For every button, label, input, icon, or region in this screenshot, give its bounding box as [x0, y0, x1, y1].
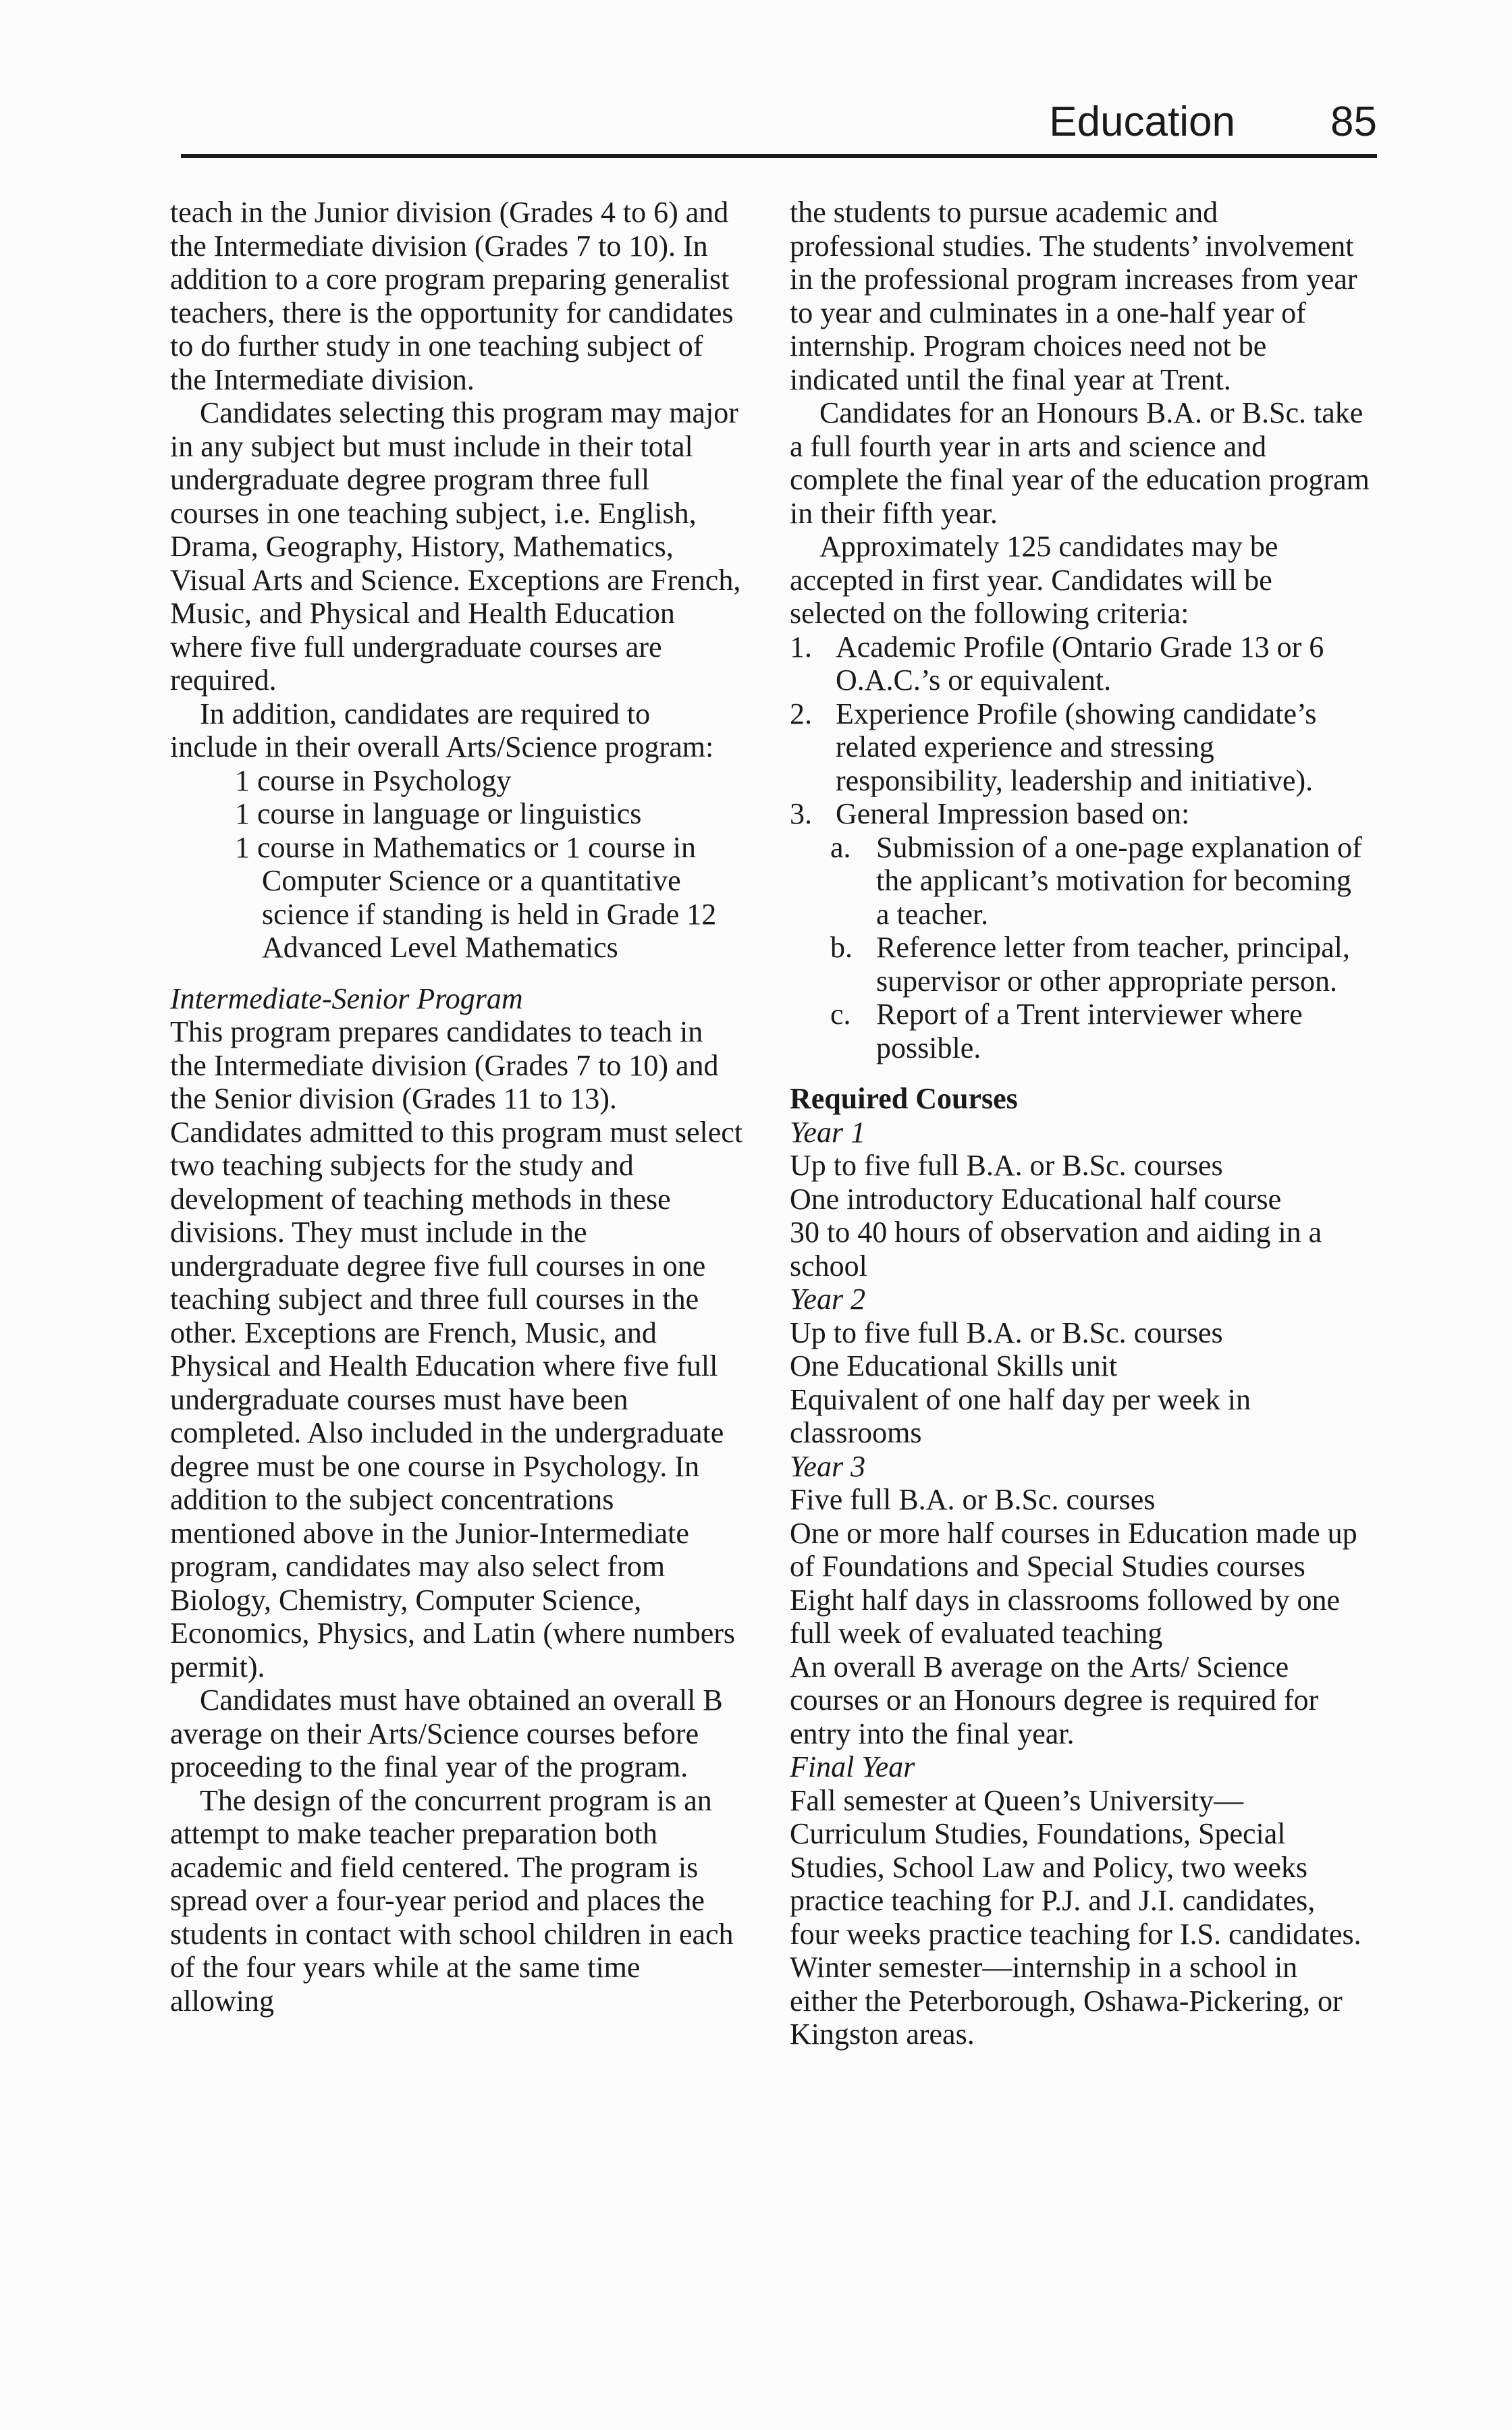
list-item: 1 course in language or linguistics — [235, 797, 642, 830]
left-column — [170, 196, 744, 2018]
paragraph: Candidates selecting this program may major in any subject but must include in their total undergraduate degree program three full courses in one teaching subject, i.e. English, Drama, Geography, History, Mathematics, Visual Arts and Science. Exceptions are French, Music, and Physical and Health Education where five full undergraduate courses are required. — [170, 396, 741, 697]
course-line: Eight half days in classrooms followed by one full week of evaluated teaching — [790, 1583, 1341, 1650]
course-line: 30 to 40 hours of observation and aiding in a school — [790, 1216, 1322, 1282]
item-letter: c. — [830, 998, 851, 1031]
course-line: Fall semester at Queen’s University—Curriculum Studies, Foundations, Special Studies, School Law and Policy, two weeks practice teaching for P.J. and J.I. candidates, four weeks practice teaching for I.S. candidates. — [790, 1783, 1361, 1951]
paragraph: The design of the concurrent program is an attempt to make teacher preparation both academic and field centered. The program is spread over a four-year period and places the students in contact with school children in each of the four years while at the same time allowing — [170, 1783, 734, 2018]
item-letter: a. — [830, 830, 851, 864]
criteria-subitem — [790, 998, 1370, 1064]
header-rule — [181, 154, 1377, 158]
course-line: Up to five full B.A. or B.Sc. courses — [790, 1316, 1223, 1349]
required-course-list — [235, 764, 744, 965]
paragraph: Candidates for an Honours B.A. or B.Sc. take a full fourth year in arts and science and complete the final year of the education program in their fifth year. — [790, 396, 1370, 530]
year-heading: Year 1 — [790, 1115, 866, 1149]
item-text: Academic Profile (Ontario Grade 13 or 6 O.A.C.’s or equivalent. — [836, 630, 1324, 697]
running-header — [181, 86, 1377, 158]
course-line: Winter semester—internship in a school in either the Peterborough, Oshawa-Pickering, or Kingston areas. — [790, 1951, 1343, 2051]
paragraph: Candidates must have obtained an overall B average on their Arts/Science courses before proceeding to the final year of the program. — [170, 1683, 723, 1783]
item-number: 2. — [790, 697, 812, 730]
list-item: 1 course in Mathematics or 1 course in Computer Science or a quantitative science if standing is held in Grade 12 Advanced Level Mathematics — [235, 830, 717, 964]
item-letter: b. — [830, 931, 853, 964]
paragraph: the students to pursue academic and professional studies. The students’ involvement in the professional program increases from year to year and culminates in a one-half year of internship. Program choices need not be indicated until the final year at Trent. — [790, 196, 1357, 396]
paragraph: teach in the Junior division (Grades 4 to 6) and the Intermediate division (Grades 7 to 10). In addition to a core program preparing generalist teachers, there is the opportunity for candidates to do further study in one teaching subject of the Intermediate division. — [170, 196, 734, 396]
criteria-subitem — [790, 831, 1370, 932]
year-heading: Final Year — [790, 1750, 915, 1783]
item-text: Report of a Trent interviewer where possible. — [876, 998, 1303, 1064]
course-line: Five full B.A. or B.Sc. courses — [790, 1483, 1156, 1516]
right-column — [790, 196, 1370, 2051]
item-text: General Impression based on: — [836, 797, 1190, 830]
criteria-item — [790, 697, 1370, 798]
page-number: 85 — [1330, 99, 1377, 145]
course-line: One introductory Educational half course — [790, 1182, 1282, 1216]
criteria-subitem — [790, 931, 1370, 998]
year-heading: Year 2 — [790, 1282, 866, 1316]
item-number: 3. — [790, 797, 812, 830]
criteria-item — [790, 797, 1370, 831]
course-line: One Educational Skills unit — [790, 1349, 1118, 1382]
item-text: Reference letter from teacher, principal, supervisor or other appropriate person. — [876, 931, 1350, 998]
item-text: Submission of a one-page explanation of the applicant’s motivation for becoming a teacher. — [876, 830, 1362, 931]
course-line: Up to five full B.A. or B.Sc. courses — [790, 1149, 1223, 1182]
section-heading: Required Courses — [790, 1082, 1018, 1115]
subheading: Intermediate-Senior Program — [170, 981, 523, 1015]
list-item: 1 course in Psychology — [235, 763, 512, 797]
paragraph: This program prepares candidates to teach in the Intermediate division (Grades 7 to 10) and the Senior division (Grades 11 to 13). Candidates admitted to this program must select two teaching subjects for the study and development of teaching methods in these divisions. They must include in the undergraduate degree five full courses in one teaching subject and three full courses in the other. Exceptions are French, Music, and Physical and Health Education where five full undergraduate courses must have been completed. Also included in the undergraduate degree must be one course in Psychology. In addition to the subject concentrations mentioned above in the Junior-Intermediate program, candidates may also select from Biology, Chemistry, Computer Science, Economics, Physics, and Latin (where numbers permit). — [170, 1015, 743, 1683]
course-line: An overall B average on the Arts/ Science courses or an Honours degree is required for entry into the final year. — [790, 1650, 1319, 1750]
criteria-item — [790, 630, 1370, 697]
item-number: 1. — [790, 630, 812, 664]
section-title: Education — [1049, 99, 1235, 145]
course-line: Equivalent of one half day per week in classrooms — [790, 1382, 1251, 1449]
course-line: One or more half courses in Education made up of Foundations and Special Studies courses — [790, 1516, 1357, 1583]
paragraph: Approximately 125 candidates may be accepted in first year. Candidates will be selected on the following criteria: — [790, 530, 1278, 630]
paragraph: In addition, candidates are required to include in their overall Arts/Science program: — [170, 697, 714, 763]
year-heading: Year 3 — [790, 1449, 866, 1483]
item-text: Experience Profile (showing candidate’s related experience and stressing responsibility, leadership and initiative). — [836, 697, 1317, 797]
